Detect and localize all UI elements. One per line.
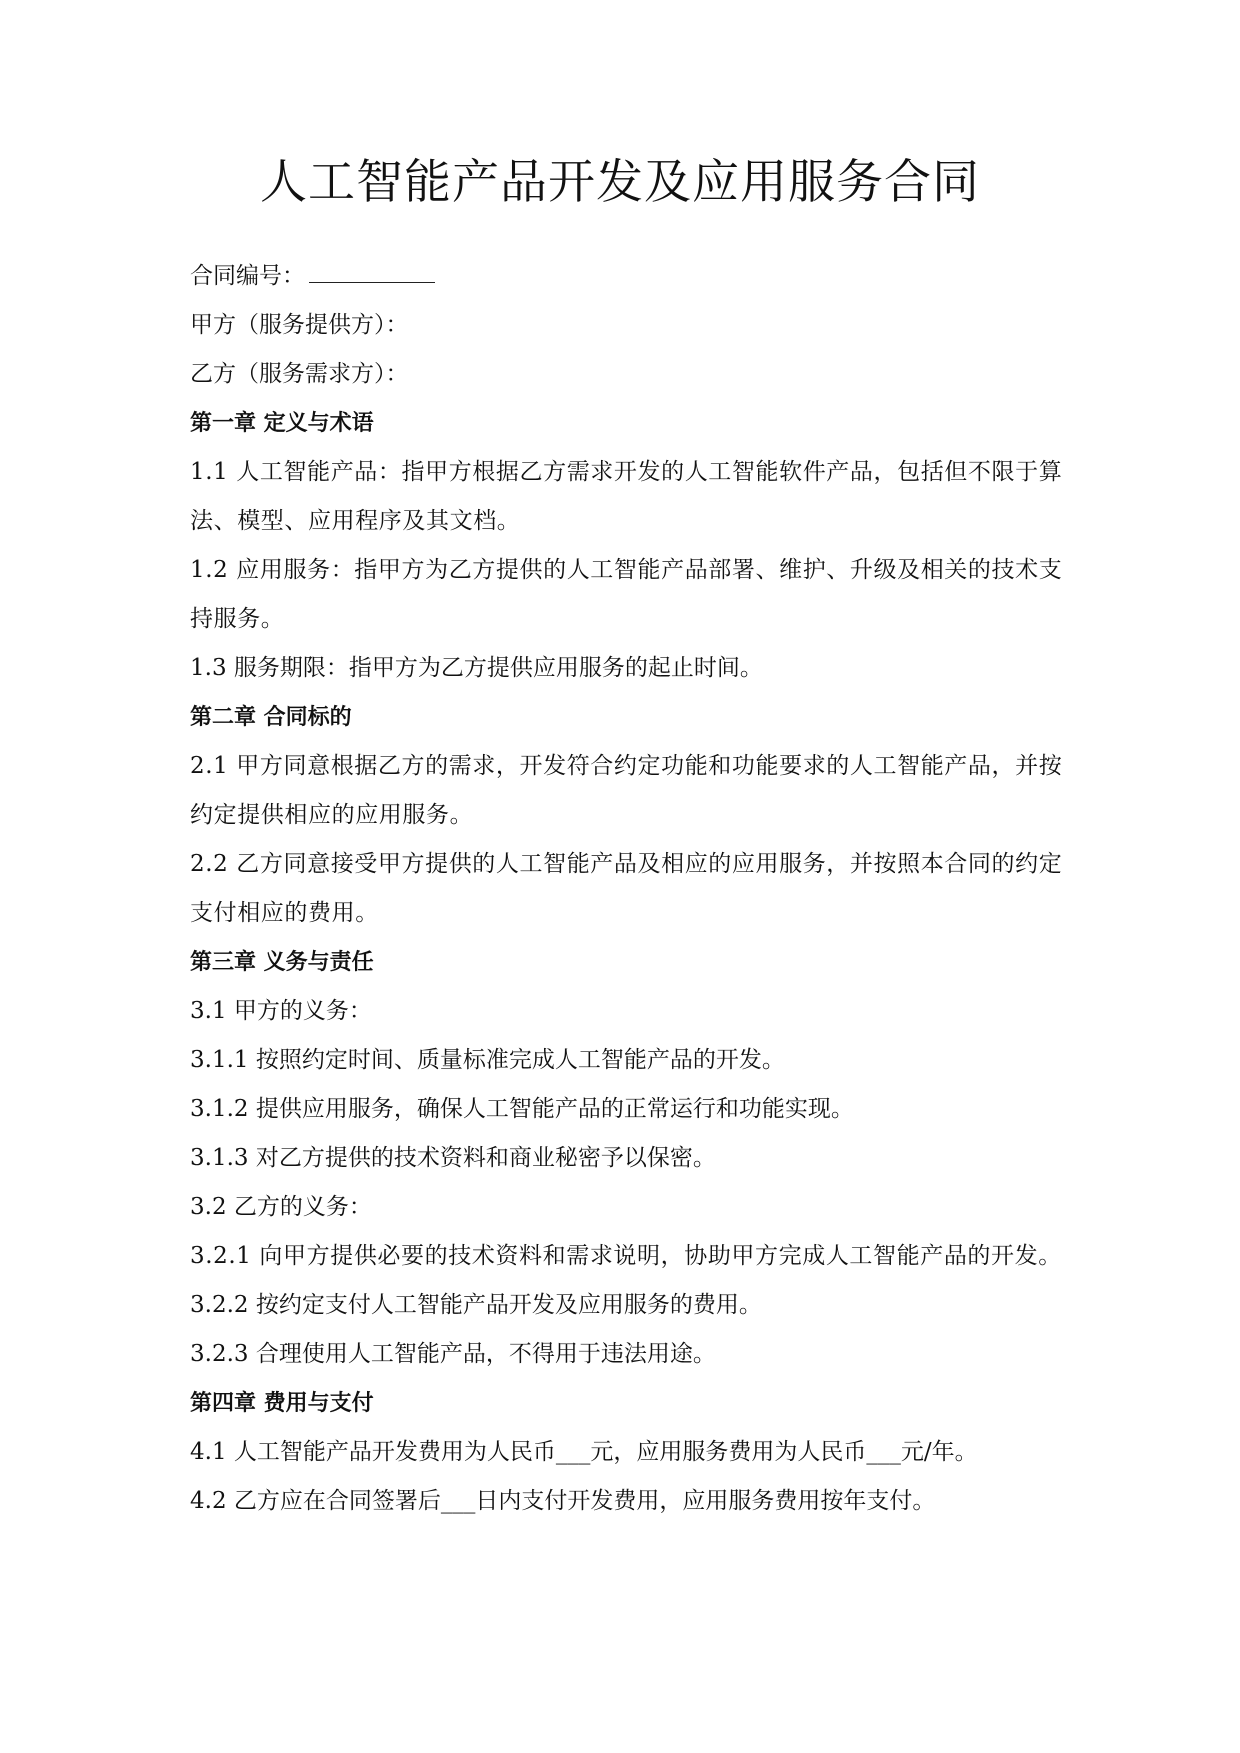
document-body [190,252,1070,1526]
clause-paragraph: 3.2 乙方的义务： [190,1194,372,1220]
chapter-heading: 第一章 定义与术语 [190,411,374,436]
clause-paragraph: 3.1.3 对乙方提供的技术资料和商业秘密予以保密。 [190,1145,716,1171]
clause-paragraph: 3.2.3 合理使用人工智能产品，不得用于违法用途。 [190,1341,716,1367]
party-a-line: 甲方（服务提供方）： [190,312,409,338]
chapter-heading: 第四章 费用与支付 [190,1391,374,1416]
clause-paragraph: 1.2 应用服务：指甲方为乙方提供的人工智能产品部署、维护、升级及相关的技术支持服务。 [190,557,1063,632]
contract-number-label: 合同编号： [190,263,305,289]
clause-paragraph: 3.2.2 按约定支付人工智能产品开发及应用服务的费用。 [190,1292,762,1318]
party-b-line: 乙方（服务需求方）： [190,361,409,387]
document-title: 人工智能产品开发及应用服务合同 [260,155,980,210]
chapter-heading: 第三章 义务与责任 [190,950,374,975]
contract-number-line [190,252,1070,301]
clause-paragraph: 2.2 乙方同意接受甲方提供的人工智能产品及相应的应用服务，并按照本合同的约定支付相应的费用。 [190,851,1063,926]
clause-paragraph: 1.1 人工智能产品：指甲方根据乙方需求开发的人工智能软件产品，包括但不限于算法、模型、应用程序及其文档。 [190,459,1063,534]
clause-paragraph: 3.1 甲方的义务： [190,998,372,1024]
contract-number-blank [309,258,435,283]
clause-paragraph: 2.1 甲方同意根据乙方的需求，开发符合约定功能和功能要求的人工智能产品，并按约定提供相应的应用服务。 [190,753,1063,828]
clause-paragraph: 3.1.2 提供应用服务，确保人工智能产品的正常运行和功能实现。 [190,1096,854,1122]
chapter-heading: 第二章 合同标的 [190,705,352,730]
clause-paragraph: 3.2.1 向甲方提供必要的技术资料和需求说明，协助甲方完成人工智能产品的开发。 [190,1243,1062,1269]
clause-paragraph: 4.2 乙方应在合同签署后___日内支付开发费用，应用服务费用按年支付。 [190,1488,936,1514]
clause-paragraph: 4.1 人工智能产品开发费用为人民币___元，应用服务费用为人民币___元/年。 [190,1439,978,1465]
clause-paragraph: 3.1.1 按照约定时间、质量标准完成人工智能产品的开发。 [190,1047,785,1073]
clause-paragraph: 1.3 服务期限：指甲方为乙方提供应用服务的起止时间。 [190,655,763,681]
